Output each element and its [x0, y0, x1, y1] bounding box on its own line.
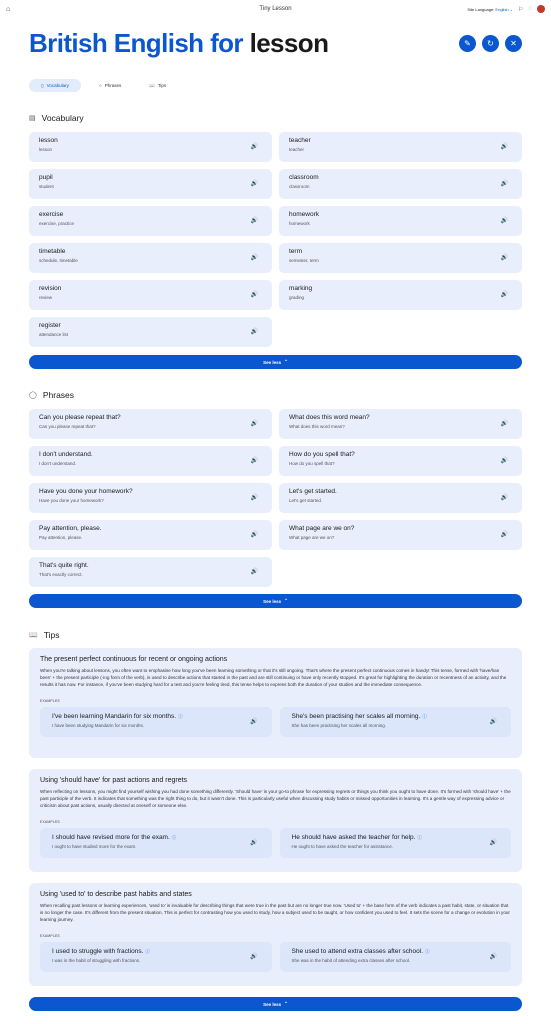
speaker-icon[interactable]: 🔊 [500, 255, 508, 261]
tips-see-less-button[interactable] [29, 997, 522, 1011]
card-translation: What does this word mean? [289, 424, 345, 429]
vocabulary-heading [29, 113, 84, 123]
edit-button[interactable] [459, 35, 476, 52]
card-translation: lesson [39, 147, 53, 152]
info-icon[interactable]: ⓘ [178, 713, 183, 719]
speaker-icon[interactable]: 🔊 [500, 218, 508, 224]
site-language-label: Site Language: [467, 6, 495, 12]
examples-label: EXAMPLES [40, 933, 60, 938]
example-translation: She has been practising her scales all morning. [291, 722, 387, 728]
speaker-icon[interactable]: 🔊 [250, 532, 258, 538]
chevron-up-icon: ⌃ [284, 1001, 288, 1006]
card-term: term [289, 248, 302, 255]
example-translation: She was in the habit of attending extra classes after school. [291, 957, 411, 963]
card-term: register [39, 322, 61, 329]
refresh-icon: ↻ [487, 39, 494, 48]
see-less-label: See less [263, 359, 282, 365]
page-title-topic: lesson [249, 28, 329, 58]
example-card[interactable] [280, 828, 512, 858]
example-card[interactable] [280, 942, 512, 972]
tips-heading [29, 630, 59, 640]
tab-label: Phrases [104, 83, 122, 88]
card-term: exercise [39, 211, 64, 218]
card-term: pupil [39, 174, 53, 181]
card-translation: semester, term [289, 258, 319, 263]
tip-heading: Using 'should have' for past actions and regrets [40, 777, 188, 784]
speaker-icon[interactable]: 🔊 [489, 718, 497, 725]
card-term: Can you please repeat that? [39, 414, 121, 421]
card-term: Have you done your homework? [39, 488, 133, 495]
card-translation: Pay attention, please. [39, 535, 83, 540]
hero-actions [459, 35, 522, 52]
example-translation: I have been studying Mandarin for six months. [52, 722, 145, 728]
card-item[interactable] [279, 243, 522, 273]
home-icon[interactable]: ⌂ [6, 5, 11, 13]
card-translation: That's exactly correct. [39, 572, 83, 577]
card-translation: Let's get started. [289, 498, 323, 503]
speech-bubble-icon: ○ [99, 83, 102, 88]
see-less-label: See less [263, 598, 282, 604]
info-icon[interactable]: ⓘ [145, 948, 150, 954]
examples-row [40, 828, 511, 858]
example-sentence: She's been practising her scales all morning. ⓘ [291, 712, 427, 720]
card-item[interactable] [29, 206, 272, 236]
speaker-icon[interactable]: 🔊 [489, 839, 497, 846]
page-title-prefix: British English for [29, 28, 243, 58]
card-term: marking [289, 285, 313, 292]
card-item[interactable] [279, 206, 522, 236]
card-item[interactable] [29, 520, 272, 550]
card-term: Pay attention, please. [39, 525, 102, 532]
example-sentence: He should have asked the teacher for help. ⓘ [291, 833, 422, 841]
refresh-button[interactable] [482, 35, 499, 52]
examples-label: EXAMPLES [40, 819, 60, 824]
card-item[interactable] [29, 446, 272, 476]
card-item[interactable] [29, 409, 272, 439]
see-less-label: See less [263, 1001, 282, 1007]
close-button[interactable] [505, 35, 522, 52]
example-translation: I was in the habit of struggling with fractions. [52, 957, 141, 963]
speaker-icon[interactable]: 🔊 [500, 532, 508, 538]
vocabulary-see-less-button[interactable] [29, 355, 522, 369]
card-term: I don't understand. [39, 451, 93, 458]
card-translation: Can you please repeat that? [39, 424, 96, 429]
card-translation: How do you spell that? [289, 461, 335, 466]
info-icon[interactable]: ⓘ [417, 834, 422, 840]
card-translation: exercise, practice [39, 221, 75, 226]
speaker-icon[interactable]: 🔊 [500, 144, 508, 150]
card-term: What page are we on? [289, 525, 355, 532]
card-term: timetable [39, 248, 66, 255]
book-icon: ▯ [41, 82, 44, 88]
chevron-up-icon: ⌃ [284, 598, 288, 603]
help-icon[interactable]: ◌ [528, 6, 532, 12]
speaker-icon[interactable]: 🔊 [500, 458, 508, 464]
card-term: lesson [39, 137, 58, 144]
speaker-icon[interactable]: 🔊 [250, 181, 258, 187]
chevron-up-icon: ⌃ [284, 359, 288, 364]
info-icon[interactable]: ⓘ [171, 834, 177, 840]
card-item[interactable] [29, 317, 272, 347]
example-sentence: I used to struggle with fractions. ⓘ [52, 947, 150, 955]
speaker-icon[interactable]: 🔊 [489, 953, 497, 960]
tip-heading: The present perfect continuous for recent or ongoing actions [40, 656, 228, 663]
app-title: Tiny Lesson [259, 6, 292, 12]
site-language-selector[interactable] [467, 7, 513, 12]
example-sentence: I've been learning Mandarin for six months. ⓘ [52, 712, 183, 720]
speaker-icon[interactable]: 🔊 [250, 144, 258, 150]
card-item[interactable] [279, 446, 522, 476]
example-sentence: I should have revised more for the exam. ⓘ [52, 833, 177, 841]
speaker-icon[interactable]: 🔊 [250, 953, 258, 960]
card-translation: What page are we on? [289, 535, 335, 540]
open-book-icon: 📖 [149, 82, 155, 88]
speaker-icon[interactable]: 🔊 [250, 329, 258, 335]
example-card[interactable] [40, 707, 272, 737]
speaker-icon[interactable]: 🔊 [500, 421, 508, 427]
card-item[interactable] [29, 243, 272, 273]
chevron-down-icon: ⌄ [509, 6, 514, 12]
card-translation: homework [289, 221, 310, 226]
speech-bubble-icon: ◯ [29, 392, 37, 399]
card-item[interactable] [279, 169, 522, 199]
example-translation: I ought to have studied more for the exam. [52, 843, 137, 849]
card-translation: review [39, 295, 53, 300]
example-card[interactable] [40, 828, 272, 858]
card-translation: teacher [289, 147, 305, 152]
card-translation: schedule, timetable [39, 258, 78, 263]
open-book-icon: 📖 [29, 632, 38, 639]
speaker-icon[interactable]: 🔊 [250, 839, 258, 846]
card-term: Let's get started. [289, 488, 337, 495]
card-term: homework [289, 211, 319, 218]
card-item[interactable] [29, 132, 272, 162]
card-translation: I don't understand. [39, 461, 77, 466]
card-term: What does this word mean? [289, 414, 370, 421]
top-bar-right [467, 5, 545, 13]
top-bar [0, 0, 551, 18]
tip-body: When recalling past lessons or learning experiences, 'used to' is invaluable for describing things that were true in the past but are no longer true now. 'Used to' + the base form of the verb indicates a past habit, state, or situation that is no longer the case. It's different from the present situation. This is perfect for contrasting how you used to study, how a subject used to be taught, or how confident you used to feel. It sets the scene for a change or evolution in your learning journey. [40, 903, 510, 922]
tab-phrases[interactable] [89, 79, 131, 92]
speaker-icon[interactable]: 🔊 [500, 181, 508, 187]
card-term: revision [39, 285, 62, 292]
page-title [29, 30, 328, 56]
tab-vocabulary[interactable] [29, 79, 81, 92]
tip-card [29, 648, 522, 758]
card-translation: classroom [289, 184, 310, 189]
card-item[interactable] [29, 557, 272, 587]
section-tabs [29, 79, 176, 92]
tab-tips[interactable] [139, 79, 176, 92]
card-item[interactable] [29, 169, 272, 199]
card-translation: Have you done your homework? [39, 498, 104, 503]
example-card[interactable] [40, 942, 272, 972]
card-item[interactable] [279, 520, 522, 550]
example-translation: He ought to have asked the teacher for assistance. [291, 843, 394, 849]
card-term: That's quite right. [39, 562, 89, 569]
speaker-icon[interactable]: 🔊 [500, 292, 508, 298]
speaker-icon[interactable]: 🔊 [500, 495, 508, 501]
phrases-see-less-button[interactable] [29, 594, 522, 608]
speaker-icon[interactable]: 🔊 [250, 292, 258, 298]
example-card[interactable] [280, 707, 512, 737]
card-term: classroom [289, 174, 319, 181]
card-item[interactable] [29, 280, 272, 310]
tip-heading: Using 'used to' to describe past habits and states [40, 891, 192, 898]
examples-row [40, 942, 511, 972]
pencil-icon: ✎ [464, 39, 471, 48]
card-term: How do you spell that? [289, 451, 355, 458]
speaker-icon[interactable]: 🔊 [250, 421, 258, 427]
card-translation: student [39, 184, 54, 189]
card-item[interactable] [29, 483, 272, 513]
card-item[interactable] [279, 409, 522, 439]
avatar[interactable] [537, 5, 545, 13]
close-icon: ✕ [510, 39, 517, 48]
card-item[interactable] [279, 280, 522, 310]
tip-body: When reflecting on lessons, you might find yourself wishing you had done something differently. 'Should have' is your go-to phrase for expressing regrets or things you think you ought to have done. It's formed with 'should have' + the past participle of the verb. It indicates that something was the right thing to do, but it wasn't done. This is particularly useful when discussing study habits or missed opportunities in learning. It's a gentle way of expressing advice or criticism about past actions, usually directed at oneself or someone else. [40, 789, 511, 808]
phrases-heading [29, 390, 74, 400]
info-icon[interactable]: ⓘ [425, 948, 430, 954]
tip-card [29, 769, 522, 872]
info-icon[interactable]: ⓘ [422, 713, 427, 719]
speaker-icon[interactable]: 🔊 [250, 218, 258, 224]
section-title-text: Tips [43, 630, 60, 640]
flag-icon[interactable]: ⚐ [518, 6, 524, 13]
tab-label: Vocabulary [46, 83, 69, 88]
tip-body: When you're talking about lessons, you often want to emphasise how long you've been learning something or that it's still ongoing. That's where the present perfect continuous comes in handy! This tense, formed with 'have/has been' + the present participle (-ing form of the verb), is used to describe actions that started in the past and are still continuing or have only recently stopped. It's great for highlighting the duration or recentness of an activity, and the results it has now. For instance, if you've been studying hard for a test and you're feeling tired, this tense helps to express both the duration of your studies and the immediate consequence. [40, 668, 507, 687]
section-title-text: Phrases [42, 390, 75, 400]
card-translation: attendance list [39, 332, 69, 337]
hero [0, 18, 551, 70]
speaker-icon[interactable]: 🔊 [250, 458, 258, 464]
examples-label: EXAMPLES [40, 698, 60, 703]
card-item[interactable] [279, 483, 522, 513]
card-item[interactable] [279, 132, 522, 162]
document-icon: ▤ [29, 115, 36, 122]
speaker-icon[interactable]: 🔊 [250, 718, 258, 725]
speaker-icon[interactable]: 🔊 [250, 569, 258, 575]
examples-row [40, 707, 511, 737]
speaker-icon[interactable]: 🔊 [250, 495, 258, 501]
tab-label: Tips [157, 83, 167, 88]
section-title-text: Vocabulary [41, 113, 84, 123]
example-sentence: She used to attend extra classes after school. ⓘ [291, 947, 430, 955]
tip-card [29, 883, 522, 986]
card-term: teacher [289, 137, 311, 144]
card-translation: grading [289, 295, 305, 300]
site-language-value: English [495, 6, 509, 12]
speaker-icon[interactable]: 🔊 [250, 255, 258, 261]
